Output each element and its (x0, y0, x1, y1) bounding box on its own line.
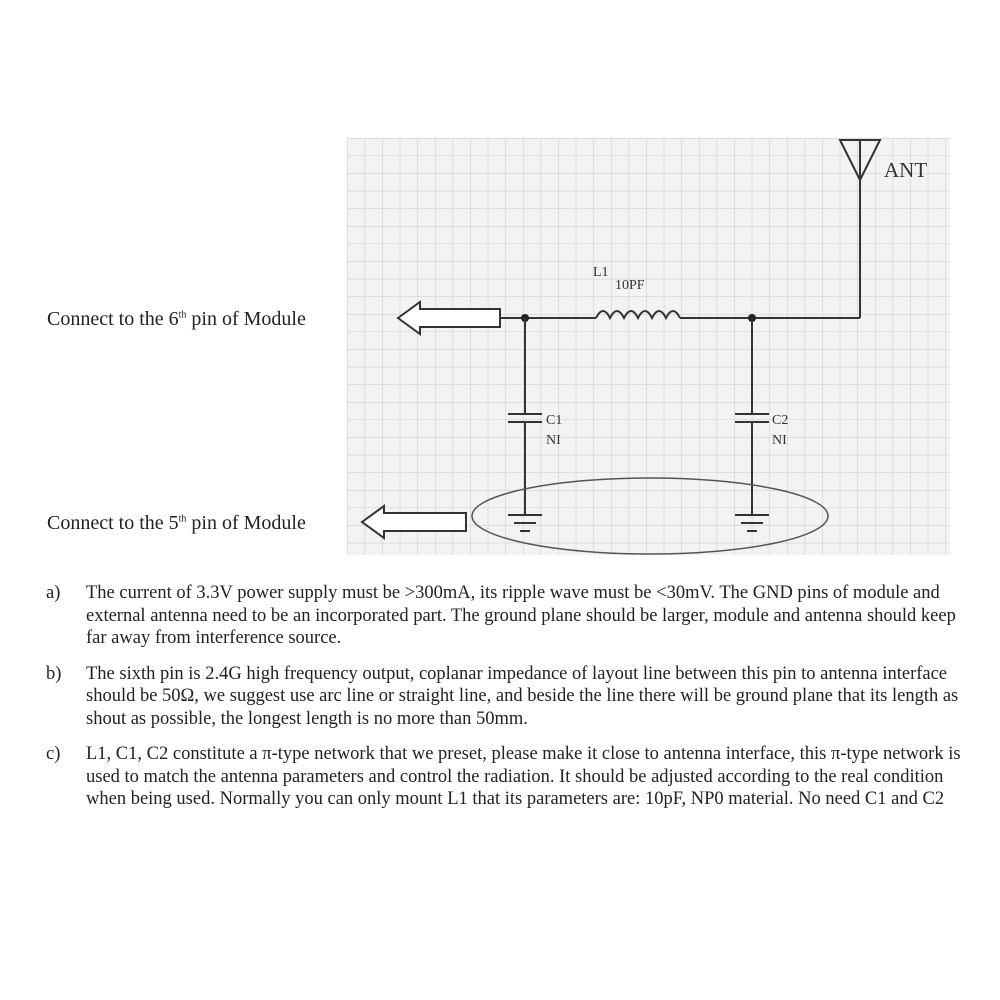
cap1-value: NI (546, 433, 561, 448)
pin6-connect-label: Connect to the 6th pin of Module (47, 308, 306, 330)
antenna-label: ANT (884, 158, 928, 182)
note-text: The sixth pin is 2.4G high frequency output, coplanar impedance of layout line between this pin to antenna interface should be 50Ω, we suggest use arc line or straight line, and beside the line there will be ground plane that its length as shout as possible, the longest length is no more than 50mm. (86, 663, 959, 729)
note-text: L1, C1, C2 constitute a π-type network that we preset, please make it close to antenna interface, this π-type network is used to match the antenna parameters and control the radiation. It should be adjusted according to the real condition when being used. Normally you can only mount L1 that its parameters are: 10pF, NP0 material. No need C1 and C2 (86, 744, 961, 809)
cap1-label: C1 (546, 413, 563, 428)
inductor-value: 10PF (615, 278, 645, 293)
inductor-label: L1 (593, 265, 609, 280)
note-marker: a) (46, 583, 61, 603)
cap2-label: C2 (772, 413, 789, 428)
note-marker: b) (46, 663, 62, 684)
note-item (46, 743, 976, 811)
notes-list (46, 582, 976, 824)
note-marker: c) (46, 744, 61, 764)
pin5-connect-label: Connect to the 5th pin of Module (47, 512, 306, 534)
note-item (46, 582, 976, 650)
note-item (46, 663, 976, 731)
cap2-value: NI (772, 433, 787, 448)
note-text: The current of 3.3V power supply must be >300mA, its ripple wave must be <30mV. The GND pins of module and external antenna need to be an incorporated part. The ground plane should be larger, module and antenna should keep far away from interference source. (86, 583, 956, 648)
